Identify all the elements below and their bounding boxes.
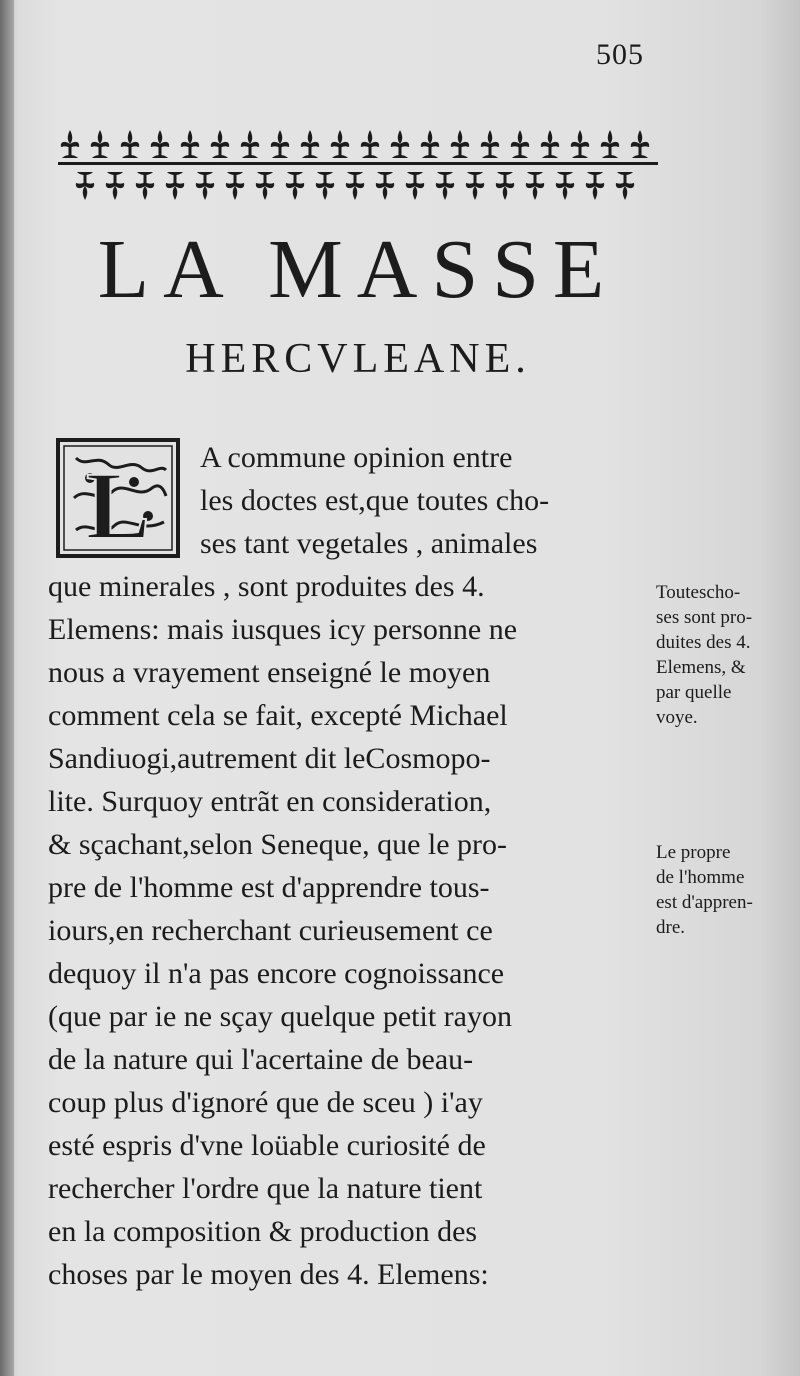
margin-note-line: voye. (656, 707, 698, 728)
text-line: de la nature qui l'acertaine de beau- (48, 1043, 474, 1076)
text-line: coup plus d'ignoré que de sceu ) i'ay (48, 1086, 483, 1119)
text-line: nous a vrayement enseigné le moyen (48, 656, 491, 689)
margin-note-line: Toutescho- (656, 582, 741, 603)
text-line: iours,en recherchant curieusement ce (48, 914, 493, 947)
margin-note-line: Elemens, & (656, 657, 746, 678)
page-number: 505 (596, 38, 644, 71)
text-line: comment cela se fait, excepté Michael (48, 699, 508, 732)
page-title: LA MASSE (97, 223, 619, 316)
text-line: les doctes est,que toutes cho- (200, 484, 550, 517)
fleuron-ornament-band (58, 120, 658, 212)
margin-note-elements (656, 580, 796, 730)
margin-note-learning (656, 840, 796, 940)
margin-note-line: dre. (656, 917, 686, 938)
page-gutter (0, 0, 14, 1376)
text-line: Elemens: mais iusques icy personne ne (48, 613, 518, 646)
text-line: rechercher l'ordre que la nature tient (48, 1172, 483, 1205)
body-paragraph (48, 436, 648, 1296)
text-line: A commune opinion entre (200, 441, 513, 474)
page-subtitle: HERCVLEANE. (185, 336, 531, 382)
margin-note-line: par quelle (656, 682, 732, 703)
margin-note-line: Le propre (656, 842, 731, 863)
margin-note-line: duites des 4. (656, 632, 751, 653)
text-line: choses par le moyen des 4. Elemens: (48, 1258, 489, 1291)
text-line: en la composition & production des (48, 1215, 478, 1248)
text-line: dequoy il n'a pas encore cognoissance (48, 957, 505, 990)
text-line: ses tant vegetales , animales (200, 527, 538, 560)
text-line: esté espris d'vne loüable curiosité de (48, 1129, 486, 1162)
text-line: pre de l'homme est d'apprendre tous- (48, 871, 490, 904)
svg-text:L: L (85, 452, 151, 558)
text-line: lite. Surquoy entrãt en consideration, (48, 785, 492, 818)
text-line: que minerales , sont produites des 4. (48, 570, 485, 603)
margin-note-line: est d'appren- (656, 892, 753, 913)
margin-note-line: ses sont pro- (656, 607, 753, 628)
text-line: (que par ie ne sçay quelque petit rayon (48, 1000, 512, 1033)
margin-note-line: de l'homme (656, 867, 745, 888)
text-line: & sçachant,selon Seneque, que le pro- (48, 828, 508, 861)
text-line: Sandiuogi,autrement dit leCosmopo- (48, 742, 491, 775)
